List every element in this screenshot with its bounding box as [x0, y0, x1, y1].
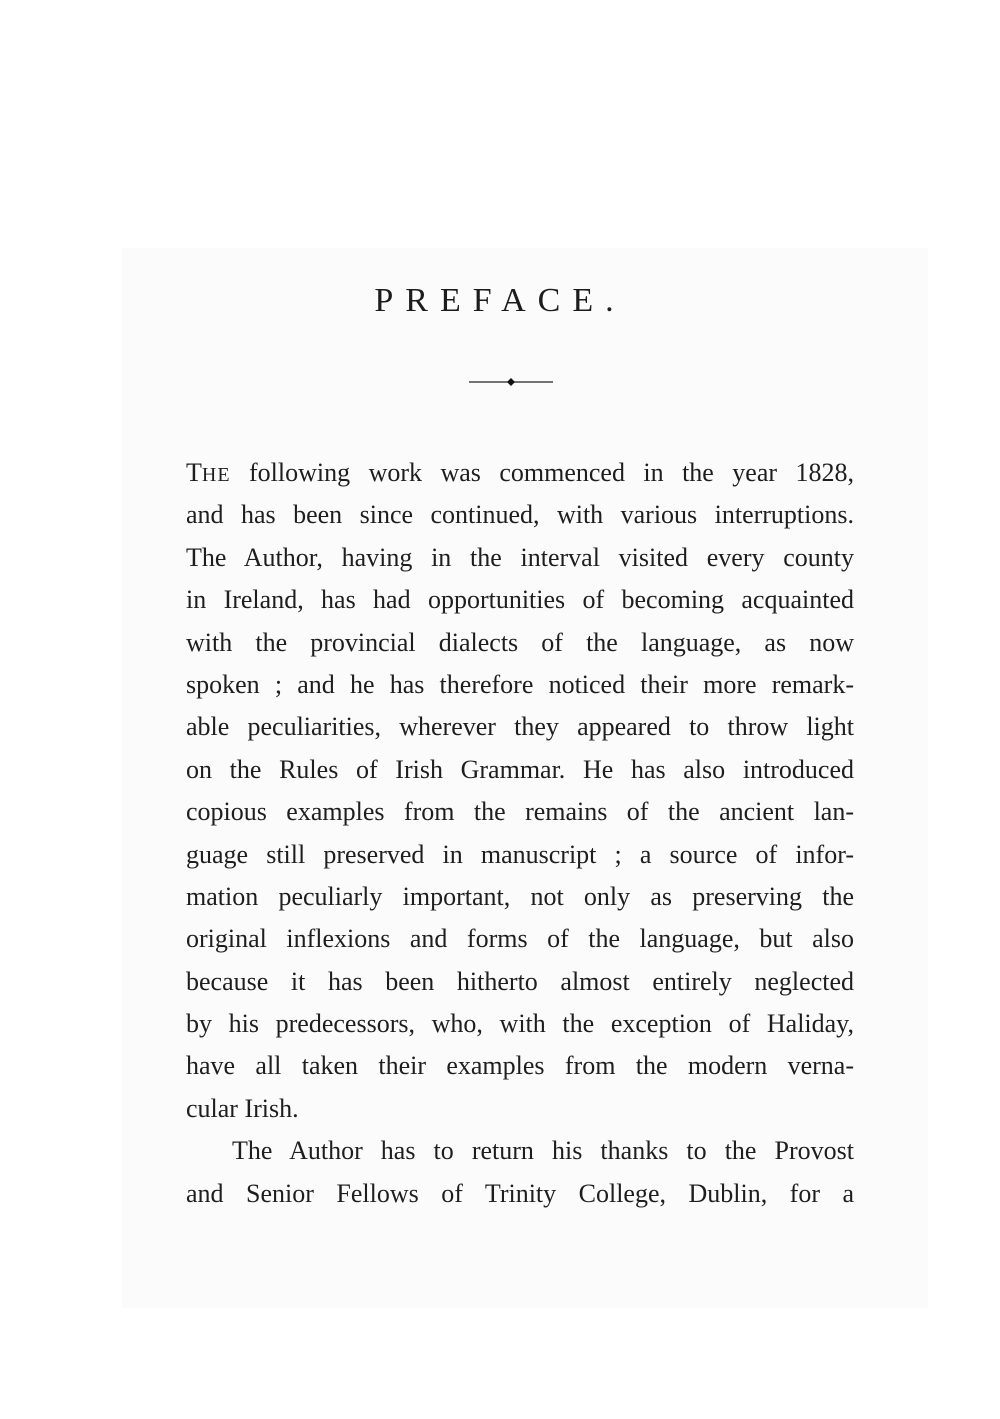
text-line: because it has been hitherto almost entirely neglected	[186, 966, 854, 996]
text-line: copious examples from the remains of the ancient lan-	[186, 797, 854, 827]
text-line: cular Irish.	[186, 1093, 299, 1123]
text-line: and has been since continued, with various interruptions.	[186, 500, 854, 530]
text-line: original inflexions and forms of the language, but also	[186, 924, 854, 954]
text-line: on the Rules of Irish Grammar. He has also introduced	[186, 754, 854, 784]
text-line	[186, 452, 854, 494]
text-line: by his predecessors, who, with the exception of Haliday,	[186, 1009, 854, 1039]
ornament-divider-icon	[469, 376, 553, 388]
text-line: with the provincial dialects of the language, as now	[186, 627, 854, 657]
text-line: The Author, having in the interval visited every county	[186, 542, 854, 572]
text-line: guage still preserved in manuscript ; a source of infor-	[186, 839, 854, 869]
text-line: and Senior Fellows of Trinity College, Dublin, for a	[186, 1178, 854, 1208]
text-line: spoken ; and he has therefore noticed their more remark-	[186, 669, 854, 699]
lead-initial: T	[186, 458, 202, 487]
text-line: The Author has to return his thanks to the Provost	[232, 1136, 854, 1166]
lead-smallcaps: HE	[201, 464, 231, 486]
text-line: in Ireland, has had opportunities of becoming acquainted	[186, 585, 854, 615]
page-title: PREFACE.	[374, 282, 626, 319]
text-line: mation peculiarly important, not only as preserving the	[186, 881, 854, 911]
text-line: able peculiarities, wherever they appeared to throw light	[186, 712, 854, 742]
text-line: have all taken their examples from the modern verna-	[186, 1051, 854, 1081]
line-text: following work was commenced in the year 1828,	[230, 458, 854, 487]
preface-text	[186, 452, 854, 1215]
